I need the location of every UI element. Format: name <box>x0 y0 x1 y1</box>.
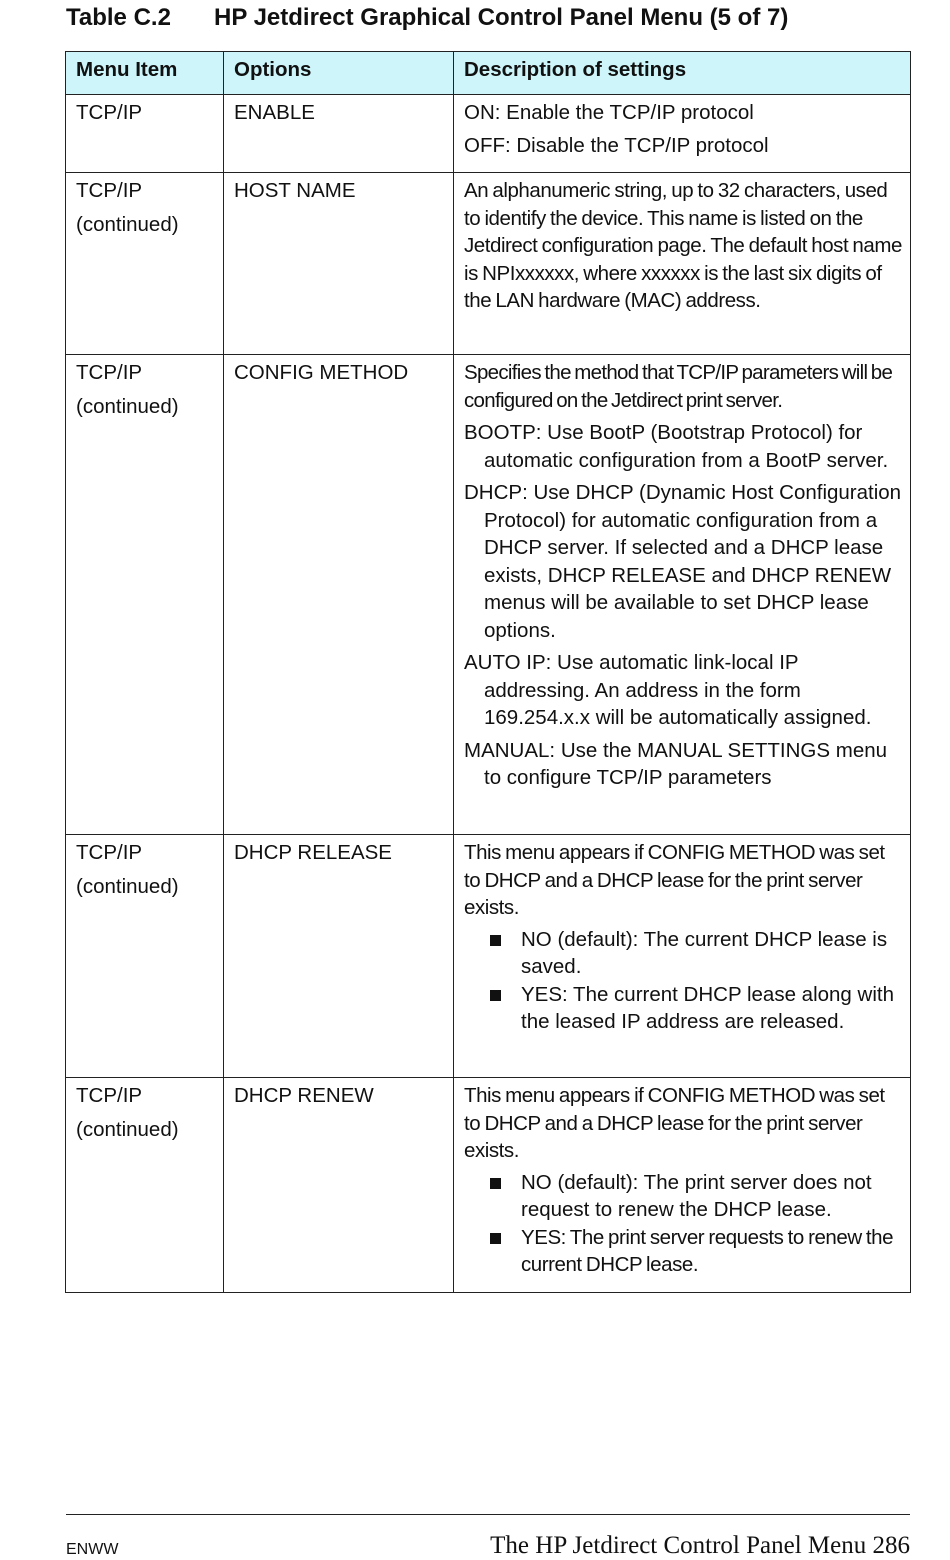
description-text: Specifies the method that TCP/IP parameters will be configured on the Jetdirect print server. <box>464 361 893 412</box>
option-cell: ENABLE <box>224 95 454 173</box>
table-caption <box>66 4 788 32</box>
bullet-list <box>464 926 904 1036</box>
menu-item-note: (continued) <box>76 394 179 418</box>
column-header-menu-item: Menu Item <box>66 52 224 95</box>
table-row <box>66 355 911 835</box>
footer-page-title: The HP Jetdirect Control Panel Menu 286 <box>490 1532 910 1559</box>
column-header-options: Options <box>224 52 454 95</box>
bullet-list <box>464 1169 904 1279</box>
table-number: Table C.2 <box>66 4 171 31</box>
description-text: OFF: Disable the TCP/IP protocol <box>464 133 769 157</box>
description-cell <box>454 173 911 355</box>
square-bullet-icon <box>490 990 501 1001</box>
table-row <box>66 835 911 1078</box>
list-item <box>488 981 904 1036</box>
square-bullet-icon <box>490 1178 501 1189</box>
list-item-text: NO (default): The print server does not request to renew the DHCP lease. <box>521 1170 872 1221</box>
description-text: AUTO IP: Use automatic link-local IP addressing. An address in the form 169.254.x.x will be automatically assigned. <box>464 651 872 729</box>
description-text: MANUAL: Use the MANUAL SETTINGS menu to configure TCP/IP parameters <box>464 738 888 789</box>
table-row <box>66 95 911 173</box>
description-text: ON: Enable the TCP/IP protocol <box>464 101 754 124</box>
menu-item-note: (continued) <box>76 874 179 898</box>
list-item <box>488 1169 904 1224</box>
list-item <box>488 1224 904 1279</box>
list-item-text: YES: The current DHCP lease along with the leased IP address are released. <box>521 982 894 1033</box>
control-panel-menu-table <box>65 51 911 1293</box>
footer-divider <box>66 1514 910 1515</box>
description-cell <box>454 95 911 173</box>
description-text: An alphanumeric string, up to 32 characters, used to identify the device. This name is listed on the Jetdirect configuration page. The default host name is NPIxxxxxx, where xxxxxx is the last six digits of the LAN hardware (MAC) address. <box>464 179 902 312</box>
description-cell <box>454 1078 911 1293</box>
menu-item-cell <box>66 835 224 1078</box>
description-text: BOOTP: Use BootP (Bootstrap Protocol) for automatic configuration from a BootP server. <box>464 421 889 472</box>
menu-item-name: TCP/IP <box>76 361 143 384</box>
list-item <box>488 926 904 981</box>
option-cell: DHCP RENEW <box>224 1078 454 1293</box>
option-cell: DHCP RELEASE <box>224 835 454 1078</box>
description-cell <box>454 355 911 835</box>
menu-item-cell <box>66 173 224 355</box>
option-cell: HOST NAME <box>224 173 454 355</box>
table-row <box>66 173 911 355</box>
description-text: This menu appears if CONFIG METHOD was set to DHCP and a DHCP lease for the print server exists. <box>464 841 885 919</box>
option-cell: CONFIG METHOD <box>224 355 454 835</box>
square-bullet-icon <box>490 1233 501 1244</box>
menu-item-cell <box>66 355 224 835</box>
menu-item-name: TCP/IP <box>76 1084 143 1107</box>
footer-label: ENWW <box>66 1541 119 1558</box>
menu-item-cell <box>66 1078 224 1293</box>
column-header-description: Description of settings <box>454 52 911 95</box>
square-bullet-icon <box>490 935 501 946</box>
menu-item-cell <box>66 95 224 173</box>
menu-item-note: (continued) <box>76 212 179 236</box>
description-text: This menu appears if CONFIG METHOD was set to DHCP and a DHCP lease for the print server exists. <box>464 1084 885 1162</box>
list-item-text: NO (default): The current DHCP lease is saved. <box>521 927 888 978</box>
menu-item-name: TCP/IP <box>76 841 143 864</box>
table-title: HP Jetdirect Graphical Control Panel Menu (5 of 7) <box>214 4 789 31</box>
description-text: DHCP: Use DHCP (Dynamic Host Configuration Protocol) for automatic configuration from a DHCP server. If selected and a DHCP lease exists, DHCP RELEASE and DHCP RENEW menus will be available to set DHCP lease options. <box>464 481 902 642</box>
list-item-text: YES: The print server requests to renew the current DHCP lease. <box>521 1225 894 1276</box>
table-header-row <box>66 52 911 95</box>
description-cell <box>454 835 911 1078</box>
table-row <box>66 1078 911 1293</box>
menu-item-name: TCP/IP <box>76 179 143 202</box>
menu-item-name: TCP/IP <box>76 101 143 124</box>
menu-item-note: (continued) <box>76 1117 179 1141</box>
